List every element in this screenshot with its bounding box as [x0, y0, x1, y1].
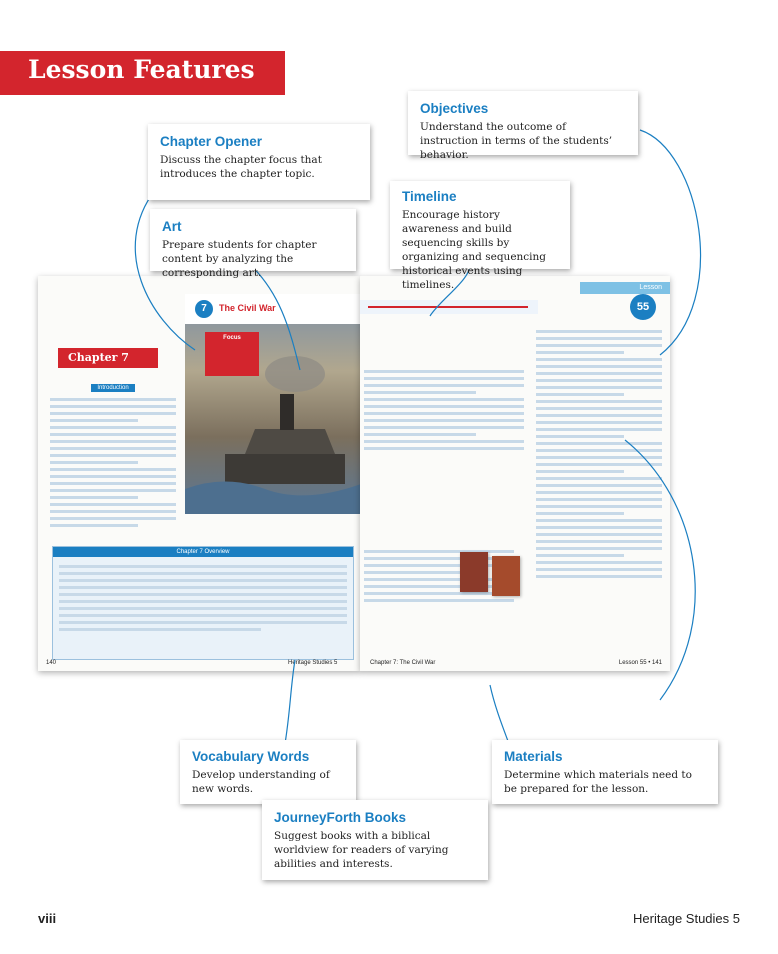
objectives-body: Understand the outcome of instruction in terms of the students’ behavior. — [420, 121, 613, 161]
art-title: Art — [162, 219, 182, 234]
chapter-header — [185, 294, 360, 324]
left-page-footer: Heritage Studies 5 — [288, 660, 338, 666]
right-page-text — [364, 366, 524, 454]
journeyforth-callout — [262, 800, 488, 880]
chapter-banner — [58, 348, 158, 368]
lesson-bar: Lesson — [580, 282, 670, 294]
right-page-footer: Chapter 7: The Civil War — [370, 660, 436, 666]
right-page-number: Lesson 55 • 141 — [618, 660, 662, 666]
footer-page-number: viii — [38, 911, 57, 926]
footer-book-title: Heritage Studies 5 — [633, 911, 740, 926]
timeline-callout — [390, 181, 570, 291]
chapter-opener-callout — [148, 124, 370, 200]
overview-label: Chapter 7 Overview — [53, 547, 353, 557]
chapter-label: Chapter 7 — [68, 351, 129, 364]
chapter-number: 7 — [195, 300, 213, 318]
art-body: Prepare students for chapter content by analyzing the corresponding art. — [162, 239, 317, 279]
vocabulary-title: Vocabulary Words — [192, 749, 310, 764]
timeline-body: Encourage history awareness and build sequencing skills by organizing and sequencing historical events using timelines. — [402, 209, 547, 291]
timeline-title: Timeline — [402, 189, 457, 204]
materials-callout — [492, 740, 718, 804]
materials-body: Determine which materials need to be prepared for the lesson. — [504, 769, 692, 795]
chapter-overview-table — [52, 546, 354, 660]
lesson-plan-column — [536, 326, 662, 582]
materials-title: Materials — [504, 749, 563, 764]
left-page-number: 140 — [46, 660, 57, 666]
chapter-opener-title: Chapter Opener — [160, 134, 263, 149]
vocabulary-callout — [180, 740, 356, 804]
chapter-opener-body: Discuss the chapter focus that introduces the chapter topic. — [160, 154, 322, 180]
left-page — [38, 276, 360, 671]
objectives-callout — [408, 91, 638, 161]
book-cover-2 — [492, 556, 520, 596]
textbook-spread — [38, 276, 670, 671]
lesson-number-badge: 55 — [630, 294, 656, 320]
banner-title: Lesson Features — [28, 55, 255, 84]
focus-label: Focus — [223, 335, 241, 341]
objectives-title: Objectives — [420, 101, 489, 116]
art-callout — [150, 209, 356, 279]
book-cover-1 — [460, 552, 488, 592]
right-page — [360, 276, 670, 671]
lesson-features-banner — [0, 51, 285, 95]
vocabulary-body: Develop understanding of new words. — [192, 769, 330, 795]
ironclad-illustration — [185, 324, 360, 514]
chapter-art — [185, 294, 360, 514]
intro-label: Introduction — [91, 384, 134, 392]
timeline-strip — [360, 300, 538, 314]
journeyforth-body: Suggest books with a biblical worldview for readers of varying abilities and interests. — [274, 830, 449, 870]
chapter-title: The Civil War — [219, 303, 276, 313]
journeyforth-title: JourneyForth Books — [274, 810, 407, 825]
chapter-intro-text — [50, 376, 176, 531]
